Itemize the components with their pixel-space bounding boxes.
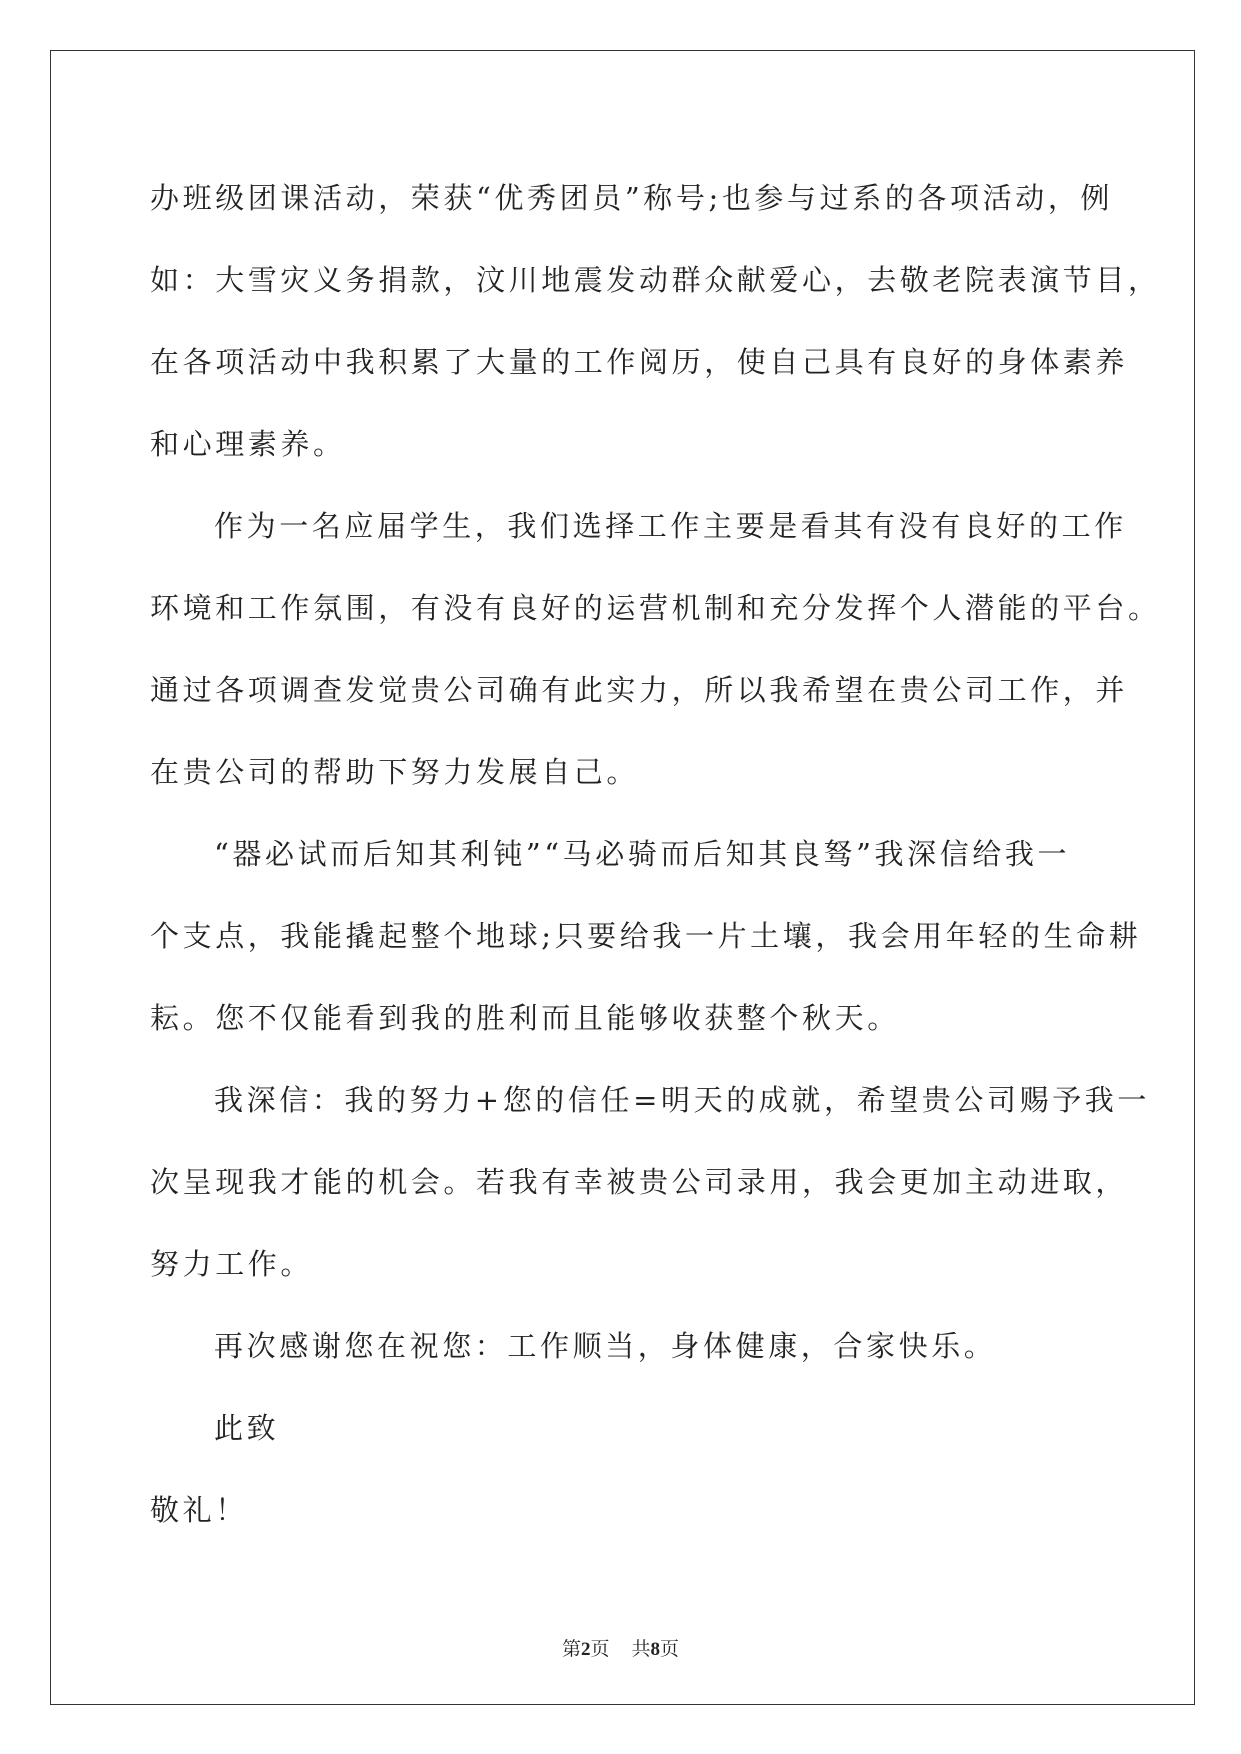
text-line: 办班级团课活动，荣获“优秀团员”称号;也参与过系的各项活动，例 [150,181,1114,215]
text-line: 耘。您不仅能看到我的胜利而且能够收获整个秋天。 [150,1001,900,1035]
text-line: 再次感谢您在祝您：工作顺当，身体健康，合家快乐。 [214,1329,997,1363]
text-line: 作为一名应届学生，我们选择工作主要是看其有没有良好的工作 [214,509,1127,543]
footer-total-unit: 页 [660,1639,680,1660]
text-line: 此致 [214,1411,280,1445]
text-line: 通过各项调查发觉贵公司确有此实力，所以我希望在贵公司工作，并 [150,673,1129,707]
footer-page-unit: 页 [590,1639,610,1660]
text-line: 在贵公司的帮助下努力发展自己。 [150,755,640,789]
letter-body [150,157,1161,1551]
page-footer [0,1634,1241,1661]
text-line: 环境和工作氛围，有没有良好的运营机制和充分发挥个人潜能的平台。 [150,591,1161,625]
current-page-number: 2 [580,1639,591,1660]
text-line: 我深信：我的努力+您的信任=明天的成就，希望贵公司赐予我一 [214,1083,1150,1117]
text-line: 和心理素养。 [150,427,346,461]
text-line: 个支点，我能撬起整个地球;只要给我一片土壤，我会用年轻的生命耕 [150,919,1142,953]
footer-total-prefix: 共 [631,1639,651,1660]
total-page-count: 8 [650,1639,661,1660]
text-line: 次呈现我才能的机会。若我有幸被贵公司录用，我会更加主动进取， [150,1165,1129,1199]
text-line: 敬礼！ [150,1493,248,1527]
footer-prefix: 第 [561,1639,581,1660]
text-line: “器必试而后知其利钝”“马必骑而后知其良驽”我深信给我一 [214,837,1071,871]
text-line: 在各项活动中我积累了大量的工作阅历，使自己具有良好的身体素养 [150,345,1129,379]
text-line: 努力工作。 [150,1247,314,1281]
text-line: 如：大雪灾义务捐款，汶川地震发动群众献爱心，去敬老院表演节目， [150,263,1161,297]
